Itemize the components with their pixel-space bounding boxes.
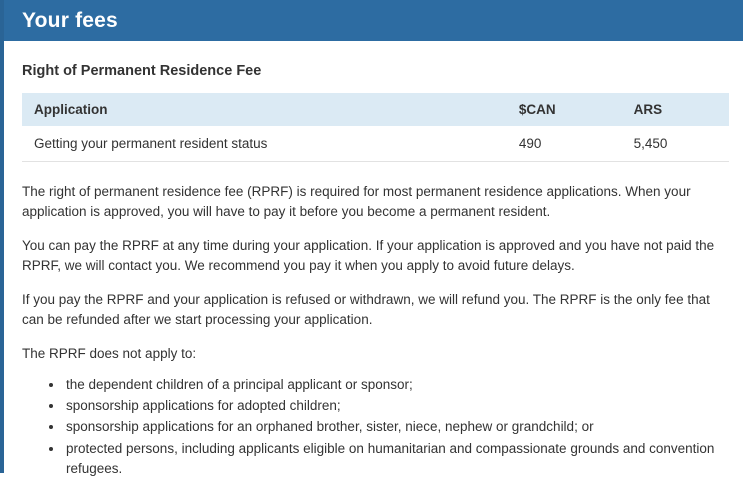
cell-ars: 5,450 bbox=[624, 126, 729, 162]
paragraph-rprf-required: The right of permanent residence fee (RPRF) is required for most permanent residence applications. When your application is approved, you will have to pay it before you become a permanent resident. bbox=[22, 184, 691, 219]
table-row bbox=[22, 126, 729, 162]
list-item: • the dependent children of a principal applicant or sponsor; bbox=[64, 375, 725, 395]
table-header-row bbox=[22, 93, 729, 126]
fees-table bbox=[22, 93, 729, 162]
list-item: • sponsorship applications for an orphaned brother, sister, niece, nephew or grandchild; or bbox=[64, 417, 725, 437]
column-header-application: Application bbox=[22, 93, 509, 126]
page-header bbox=[4, 0, 743, 41]
exceptions-list bbox=[22, 375, 725, 479]
paragraph-when-to-pay: You can pay the RPRF at any time during your application. If your application is approved and you have not paid the RPRF, we will contact you. We recommend you pay it when you apply to avoid future delays. bbox=[22, 238, 715, 273]
cell-cad: 490 bbox=[509, 126, 624, 162]
list-item: • protected persons, including applicants eligible on humanitarian and compassionate grounds and convention refugees. bbox=[64, 439, 725, 479]
fees-table-header bbox=[22, 93, 729, 126]
fees-table-body bbox=[22, 126, 729, 162]
cell-application: Getting your permanent resident status bbox=[22, 126, 509, 162]
paragraph-refund: If you pay the RPRF and your application is refused or withdrawn, we will refund you. The RPRF is the only fee that can be refunded after we start processing your application. bbox=[22, 292, 710, 327]
column-header-cad: $CAN bbox=[509, 93, 624, 126]
paragraph-exceptions-intro: The RPRF does not apply to: bbox=[22, 346, 197, 362]
column-header-ars: ARS bbox=[624, 93, 729, 126]
section-title: Right of Permanent Residence Fee bbox=[22, 63, 262, 79]
list-item: • sponsorship applications for adopted children; bbox=[64, 396, 725, 416]
page-content bbox=[4, 41, 743, 479]
page-title: Your fees bbox=[22, 8, 118, 32]
